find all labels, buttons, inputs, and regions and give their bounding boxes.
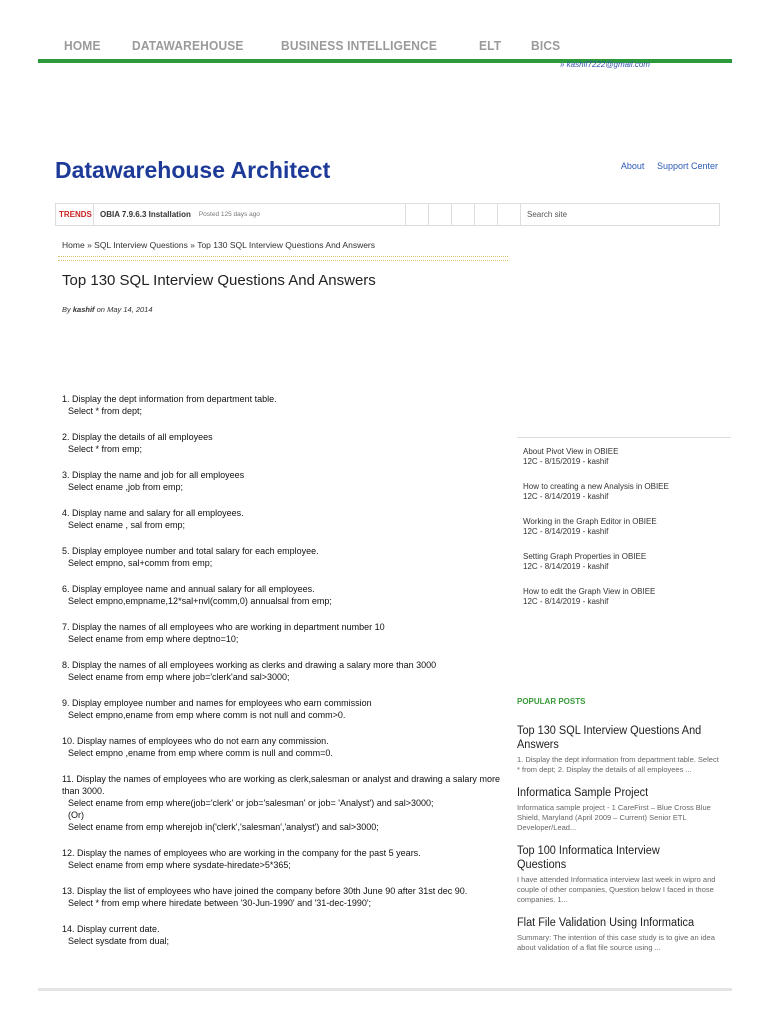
divider (58, 256, 508, 257)
trends-divider (497, 204, 520, 225)
question-item (62, 659, 500, 683)
question-text: 6. Display employee name and annual salary for all employees. (62, 584, 315, 594)
trends-item[interactable] (93, 204, 405, 225)
question-item (62, 545, 500, 569)
answer-text: Select ename from emp where deptno=10; (68, 634, 239, 644)
popular-post-title[interactable]: Informatica Sample Project (517, 787, 649, 799)
header-links (611, 161, 718, 171)
bottom-bar (38, 988, 732, 991)
question-item (62, 507, 500, 531)
breadcrumb-current: Top 130 SQL Interview Questions And Answers (197, 240, 376, 250)
nav-item-elt[interactable]: ELT (478, 38, 501, 53)
question-item (62, 773, 500, 833)
sidebar-divider (517, 437, 731, 438)
recent-post-item[interactable] (523, 517, 723, 536)
question-text: 13. Display the list of employees who have joined the company before 30th June 90 after 31st dec 90. (62, 886, 468, 896)
recent-post-item[interactable] (523, 552, 723, 571)
answer-text: Select ename from emp where(job='clerk' or job='salesman' or job= 'Analyst') and sal>3000; (68, 798, 434, 808)
answer-text: Select empno, sal+comm from emp; (68, 558, 213, 568)
question-item (62, 923, 500, 947)
answer-text: Select empno,ename from emp where comm is not null and comm>0. (68, 710, 346, 720)
question-item (62, 885, 500, 909)
contact-email[interactable]: » kashif7222@gmail.com (560, 60, 650, 69)
question-item (62, 697, 500, 721)
trends-label: TRENDS (59, 210, 92, 219)
support-center-link[interactable]: Support Center (656, 161, 718, 171)
popular-post-excerpt: I have attended Informatica interview last week in wipro and couple of other companies, Question below I faced in those companies. 1... (517, 875, 716, 904)
byline-by: By (62, 305, 71, 314)
breadcrumb (62, 240, 375, 250)
question-text: 11. Display the names of employees who are working as clerk,salesman or analyst and drawing a salary more than 3000. (62, 774, 500, 796)
answer-text: Select sysdate from dual; (68, 936, 170, 946)
popular-post-title[interactable]: Top 130 SQL Interview Questions And Answers (517, 725, 702, 751)
nav-item-business-intelligence[interactable]: BUSINESS INTELLIGENCE (281, 38, 438, 53)
recent-post-title[interactable]: How to creating a new Analysis in OBIEE (523, 482, 669, 491)
answer-text: Select * from emp; (68, 444, 143, 454)
post-date: May 14, 2014 (107, 305, 153, 314)
breadcrumb-home[interactable]: Home (62, 240, 85, 250)
answer-text: Select ename from emp where sysdate-hiredate>5*365; (68, 860, 291, 870)
question-text: 8. Display the names of all employees working as clerks and drawing a salary more than 3000 (62, 660, 437, 670)
post-title: Top 130 SQL Interview Questions And Answers (62, 272, 376, 289)
question-text: 14. Display current date. (62, 924, 160, 934)
recent-post-title[interactable]: Setting Graph Properties in OBIEE (523, 552, 647, 561)
question-text: 7. Display the names of all employees who are working in department number 10 (62, 622, 385, 632)
answer-text: Select * from emp where hiredate between '30-Jun-1990' and '31-dec-1990'; (68, 898, 372, 908)
answer-text: Select ename from emp wherejob in('clerk','salesman','analyst') and sal>3000; (68, 822, 379, 832)
search-input[interactable]: Search site (520, 204, 667, 225)
recent-post-item[interactable] (523, 447, 723, 466)
popular-post-excerpt: Informatica sample project - 1 CareFirst – Blue Cross Blue Shield, Maryland (April 2009 – Current) Senior ETL Developer/Lead... (517, 803, 711, 832)
trends-item-posted: Posted 125 days ago (198, 211, 260, 218)
divider (58, 260, 508, 261)
post-author[interactable]: kashif (72, 305, 95, 314)
trends-item-title[interactable]: OBIA 7.9.6.3 Installation (100, 210, 191, 219)
nav-item-home[interactable]: HOME (64, 38, 101, 53)
question-text: 1. Display the dept information from department table. (62, 394, 277, 404)
answer-text: Select empno ,ename from emp where comm is null and comm=0. (68, 748, 333, 758)
question-item (62, 393, 500, 417)
recent-post-meta: 12C - 8/15/2019 - kashif (523, 456, 609, 466)
recent-post-title[interactable]: How to edit the Graph View in OBIEE (523, 587, 656, 596)
trends-prev-button[interactable] (405, 204, 428, 225)
recent-post-item[interactable] (523, 482, 723, 501)
popular-post-item (517, 844, 722, 905)
nav-item-datawarehouse[interactable]: DATAWAREHOUSE (131, 38, 244, 53)
question-item (62, 469, 500, 493)
nav-list (40, 30, 730, 53)
question-item (62, 431, 500, 455)
question-text: 3. Display the name and job for all employees (62, 470, 245, 480)
question-item (62, 621, 500, 645)
trends-divider (474, 204, 497, 225)
answer-text: Select ename , sal from emp; (68, 520, 186, 530)
trends-divider (451, 204, 474, 225)
question-text: 9. Display employee number and names for employees who earn commission (62, 698, 372, 708)
question-item (62, 847, 500, 871)
recent-post-title[interactable]: About Pivot View in OBIEE (523, 447, 619, 456)
popular-post-item (517, 786, 722, 833)
recent-post-item[interactable] (523, 587, 723, 606)
question-item (62, 583, 500, 607)
breadcrumb-separator: » (87, 240, 92, 250)
recent-posts (523, 447, 723, 622)
answer-text: Select ename ,job from emp; (68, 482, 184, 492)
trends-next-button[interactable] (428, 204, 451, 225)
answer-text: Select * from dept; (68, 406, 143, 416)
popular-post-title[interactable]: Flat File Validation Using Informatica (517, 917, 695, 929)
recent-post-meta: 12C - 8/14/2019 - kashif (523, 596, 609, 606)
answer-text: Select ename from emp where job='clerk'and sal>3000; (68, 672, 290, 682)
question-text: 12. Display the names of employees who are working in the company for the past 5 years. (62, 848, 421, 858)
popular-posts (517, 724, 722, 964)
answer-text: Select empno,empname,12*sal+nvl(comm,0) annualsal from emp; (68, 596, 332, 606)
byline-on: on (96, 305, 105, 314)
popular-post-item (517, 916, 722, 953)
about-link[interactable]: About (620, 161, 645, 171)
recent-post-meta: 12C - 8/14/2019 - kashif (523, 561, 609, 571)
post-content (62, 393, 500, 961)
breadcrumb-category[interactable]: SQL Interview Questions (94, 240, 188, 250)
question-item (62, 735, 500, 759)
trends-bar (55, 203, 720, 226)
recent-post-title[interactable]: Working in the Graph Editor in OBIEE (523, 517, 657, 526)
nav-item-bics[interactable]: BICS (530, 38, 561, 53)
recent-post-meta: 12C - 8/14/2019 - kashif (523, 526, 609, 536)
main-nav (40, 30, 730, 62)
question-text: 5. Display employee number and total salary for each employee. (62, 546, 319, 556)
site-title[interactable]: Datawarehouse Architect (55, 157, 331, 183)
recent-post-meta: 12C - 8/14/2019 - kashif (523, 491, 609, 501)
popular-post-item (517, 724, 722, 775)
question-text: 10. Display names of employees who do not earn any commission. (62, 736, 329, 746)
popular-posts-heading: POPULAR POSTS (517, 697, 586, 706)
question-text: 2. Display the details of all employees (62, 432, 213, 442)
breadcrumb-separator: » (190, 240, 195, 250)
question-text: 4. Display name and salary for all employees. (62, 508, 244, 518)
answer-text: (Or) (68, 810, 84, 820)
popular-post-excerpt: 1. Display the dept information from department table. Select * from dept; 2. Display the details of all employees ... (517, 755, 719, 774)
popular-post-title[interactable]: Top 100 Informatica Interview Questions (517, 845, 660, 871)
popular-post-excerpt: Summary: The intention of this case study is to give an idea about validation of a flat file source using ... (517, 933, 715, 952)
post-byline (62, 305, 153, 314)
